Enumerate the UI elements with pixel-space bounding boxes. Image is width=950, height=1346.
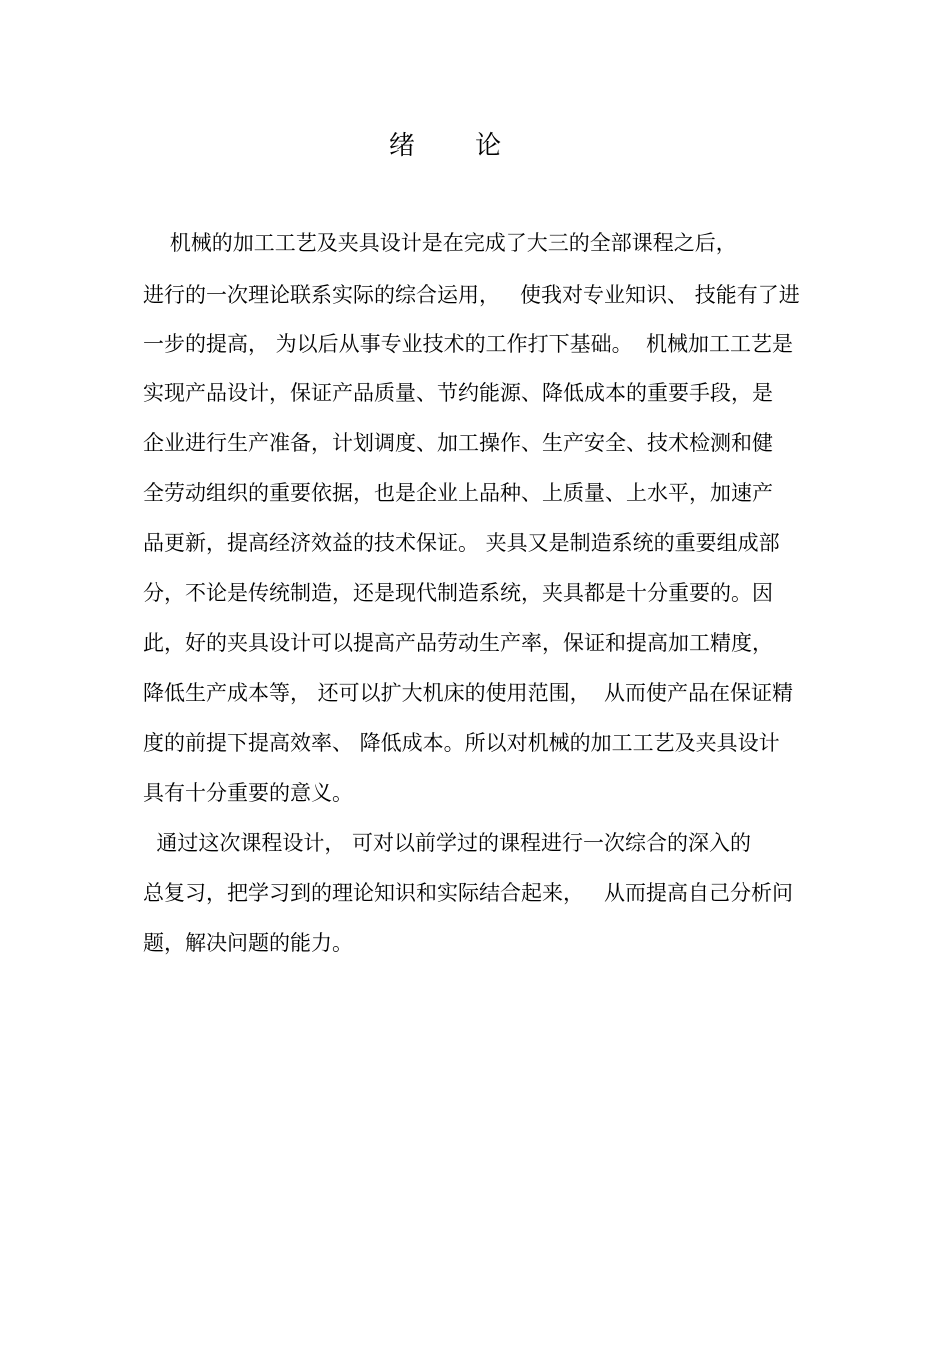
paragraph-line: 进行的一次理论联系实际的综合运用， 使我对专业知识、 技能有了进: [143, 283, 800, 307]
paragraph-line: 分，不论是传统制造，还是现代制造系统，夹具都是十分重要的。因: [143, 581, 773, 605]
paragraph-line: 品更新，提高经济效益的技术保证。 夹具又是制造系统的重要组成部: [143, 531, 780, 555]
page-title: 绪 论: [388, 131, 528, 161]
paragraph-line: 度的前提下提高效率、 降低成本。所以对机械的加工工艺及夹具设计: [143, 731, 780, 755]
paragraph-line: 企业进行生产准备，计划调度、加工操作、生产安全、技术检测和健: [143, 431, 773, 455]
paragraph-line: 题，解决问题的能力。: [143, 931, 353, 955]
paragraph-line: 总复习，把学习到的理论知识和实际结合起来， 从而提高自己分析问: [143, 881, 794, 905]
paragraph-line: 全劳动组织的重要依据，也是企业上品种、上质量、上水平，加速产: [143, 481, 773, 505]
paragraph-line: 一步的提高， 为以后从事专业技术的工作打下基础。 机械加工工艺是: [143, 332, 794, 356]
paragraph-line: 通过这次课程设计， 可对以前学过的课程进行一次综合的深入的: [143, 831, 752, 855]
paragraph-line: 实现产品设计，保证产品质量、节约能源、降低成本的重要手段，是: [143, 381, 773, 405]
paragraph-line: 降低生产成本等， 还可以扩大机床的使用范围， 从而使产品在保证精: [143, 681, 794, 705]
paragraph-line: 具有十分重要的意义。: [143, 781, 353, 805]
paragraph-line: 机械的加工工艺及夹具设计是在完成了大三的全部课程之后，: [143, 231, 737, 255]
paragraph-line: 此，好的夹具设计可以提高产品劳动生产率，保证和提高加工精度，: [143, 631, 773, 655]
